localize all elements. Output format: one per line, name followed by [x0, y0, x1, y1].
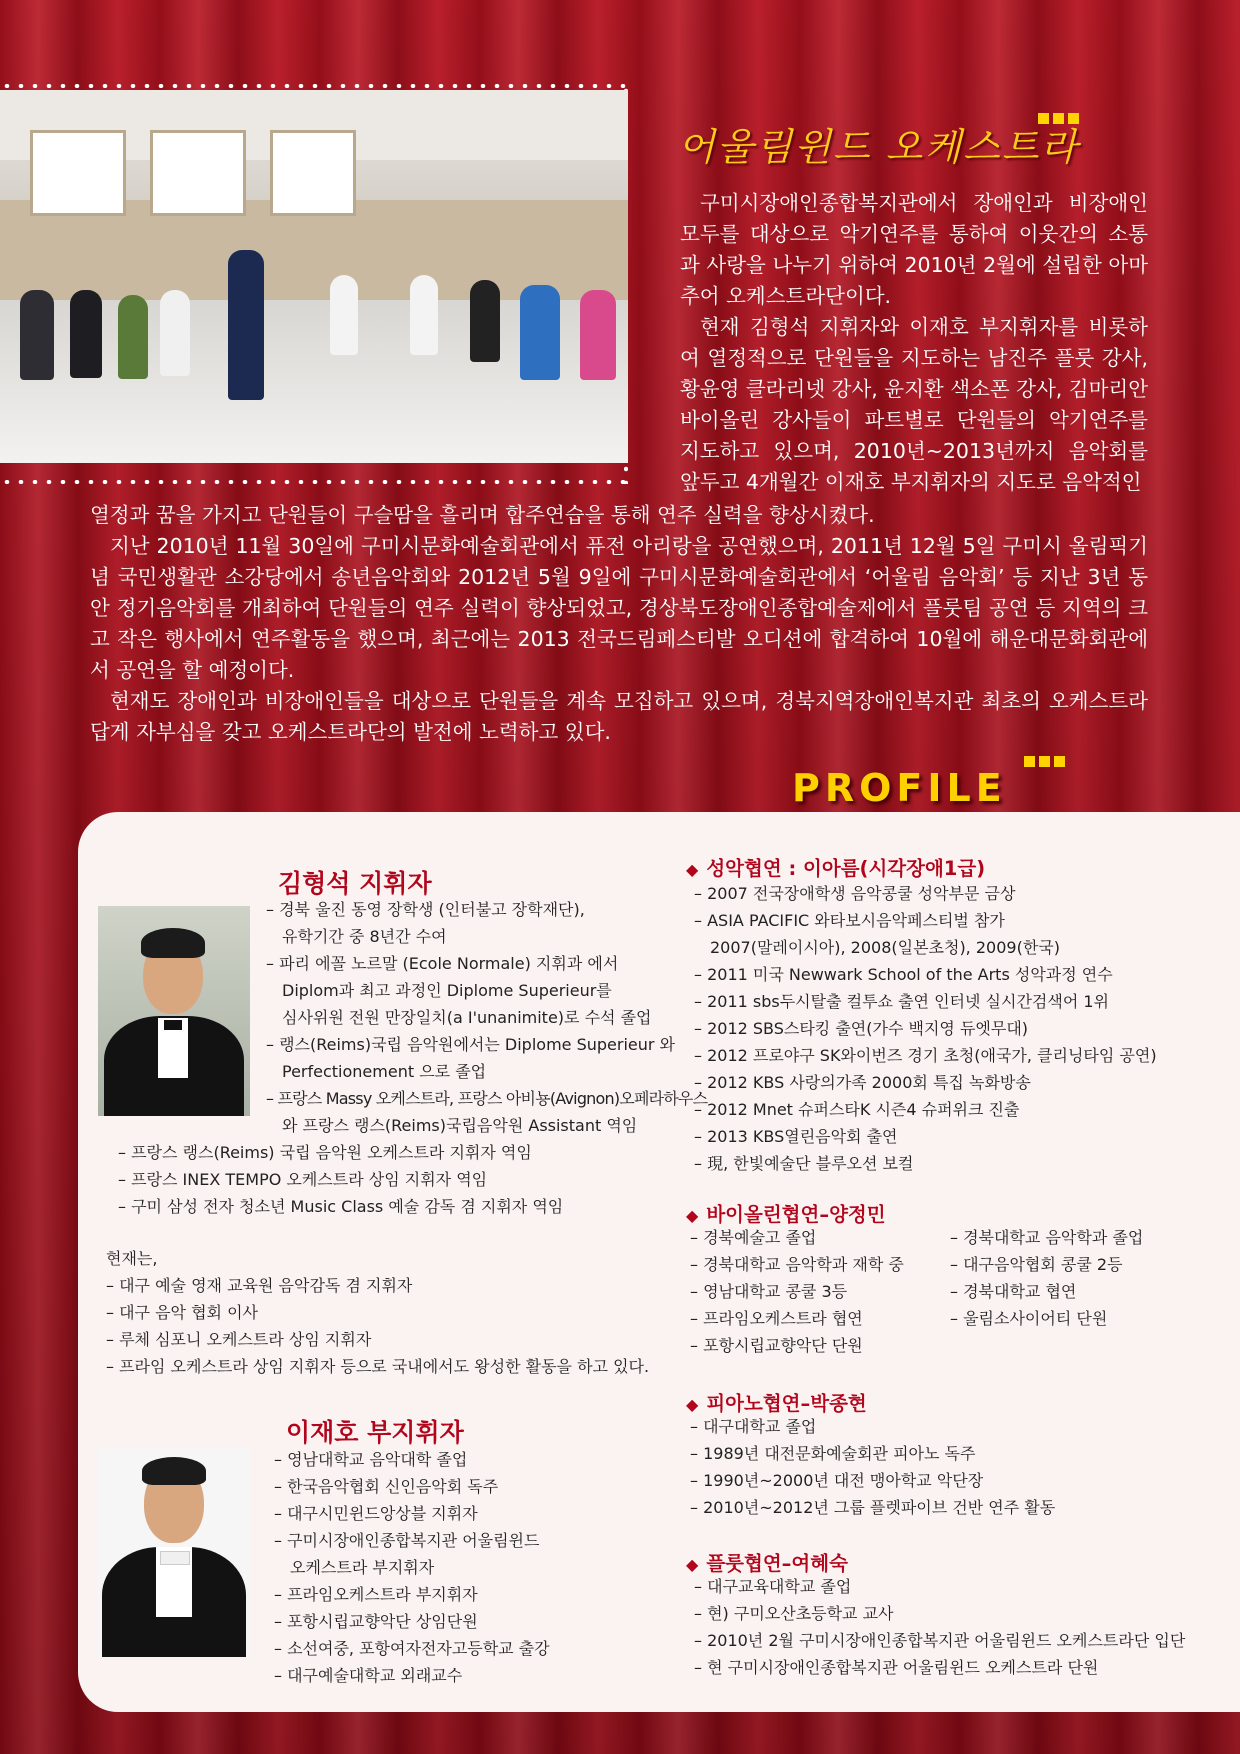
conductor-item: – 구미 삼성 전자 청소년 Music Class 예술 감독 겸 지휘자 역임 — [118, 1197, 564, 1216]
vocal-item: – ASIA PACIFIC 와타보시음악페스티벌 참가 — [694, 911, 1005, 930]
profile-title: PROFILE — [792, 766, 1007, 810]
vice-item: – 프라임오케스트라 부지휘자 — [274, 1585, 478, 1604]
flute-item: – 2010년 2월 구미시장애인종합복지관 어울림윈드 오케스트라단 입단 — [694, 1631, 1186, 1650]
vice-item: – 대구시민윈드앙상블 지휘자 — [274, 1504, 478, 1523]
vice-item: – 포항시립교향악단 상임단원 — [274, 1612, 478, 1631]
vocal-item: – 2011 sbs두시탈출 컬투쇼 출연 인터넷 실시간검색어 1위 — [694, 992, 1109, 1011]
vice-item: – 대구예술대학교 외래교수 — [274, 1666, 463, 1685]
flute-item: – 현) 구미오산초등학교 교사 — [694, 1604, 894, 1623]
vocal-item: – 2011 미국 Newwark School of the Arts 성악과정 연수 — [694, 965, 1113, 984]
rehearsal-photo — [0, 90, 628, 463]
rehearsal-photo-frame — [0, 84, 632, 484]
vice-conductor-history — [274, 1446, 550, 1689]
vice-item: – 영남대학교 음악대학 졸업 — [274, 1450, 468, 1469]
deco-square — [1053, 113, 1064, 124]
conductor-item: – 프랑스 INEX TEMPO 오케스트라 상임 지휘자 역임 — [118, 1170, 488, 1189]
orchestra-title: 어울림윈드 오케스트라 — [678, 125, 1080, 169]
piano-section-title — [686, 1388, 867, 1416]
conductor-item: 유학기간 중 8년간 수여 — [282, 927, 447, 946]
conductor-item: – 경북 울진 동영 장학생 (인터불고 장학재단), — [266, 900, 585, 919]
vocal-item: – 2013 KBS열린음악회 출연 — [694, 1127, 898, 1146]
vice-item: – 구미시장애인종합복지관 어울림윈드 — [274, 1531, 540, 1550]
conductor-item: – 프랑스 Massy 오케스트라, 프랑스 아비뇽(Avignon)오페라하우스 — [266, 1089, 708, 1108]
conductor-item: – 프랑스 랭스(Reims) 국립 음악원 오케스트라 지휘자 역임 — [118, 1143, 532, 1162]
diamond-icon: ◆ — [686, 1206, 699, 1225]
violin-item: – 대구음악협회 콩쿨 2등 — [950, 1255, 1123, 1274]
vocal-item: – 2012 SBS스타킹 출연(가수 백지영 듀엣무대) — [694, 1019, 1029, 1038]
current-item: – 대구 음악 협회 이사 — [106, 1303, 258, 1322]
piano-item: – 대구대학교 졸업 — [690, 1417, 817, 1436]
vice-item: 오케스트라 부지휘자 — [290, 1558, 435, 1577]
orchestra-intro — [680, 188, 1148, 498]
current-item: – 대구 예술 영재 교육원 음악감독 겸 지휘자 — [106, 1276, 413, 1295]
violin-title-text: 바이올린협연–양정민 — [706, 1203, 886, 1226]
vice-conductor-name: 이재호 부지휘자 — [286, 1418, 464, 1447]
dotted-border-bottom — [0, 480, 632, 484]
diamond-icon: ◆ — [686, 1555, 699, 1574]
body-paragraph: 열정과 꿈을 가지고 단원들이 구슬땀을 흘리며 합주연습을 통해 연주 실력을 향상시켰다. — [90, 503, 875, 527]
violin-item: – 울림소사이어티 단원 — [950, 1309, 1108, 1328]
flute-item: – 현 구미시장애인종합복지관 어울림윈드 오케스트라 단원 — [694, 1658, 1099, 1677]
intro-paragraph: 구미시장애인종합복지관에서 장애인과 비장애인 모두를 대상으로 악기연주를 통하여 이웃간의 소통과 사랑을 나누기 위하여 2010년 2월에 설립한 아마추어 오케스트라단이다. — [680, 191, 1148, 308]
vocal-item: – 現, 한빛예술단 블루오션 보컬 — [694, 1154, 914, 1173]
vocal-title-text: 성악협연 : 이아름(시각장애1급) — [706, 857, 986, 880]
orchestra-body — [90, 500, 1148, 748]
vocal-section-title — [686, 853, 985, 881]
piano-history — [690, 1413, 1055, 1521]
violin-item: – 포항시립교향악단 단원 — [690, 1336, 863, 1355]
vocal-item: – 2012 KBS 사랑의가족 2000회 특집 녹화방송 — [694, 1073, 1031, 1092]
violin-item: – 경북대학교 협연 — [950, 1282, 1077, 1301]
vocal-item: – 2012 Mnet 슈퍼스타K 시즌4 슈퍼위크 진출 — [694, 1100, 1020, 1119]
vocal-item: 2007(말레이시아), 2008(일본초청), 2009(한국) — [710, 938, 1060, 957]
conductor-portrait — [98, 906, 250, 1116]
conductor-item: 심사위원 전원 만장일치(a I'unanimite)로 수석 졸업 — [282, 1008, 652, 1027]
vice-item: – 한국음악협회 신인음악회 독주 — [274, 1477, 499, 1496]
piano-item: – 2010년~2012년 그룹 플렛파이브 건반 연주 활동 — [690, 1498, 1056, 1517]
conductor-item: – 랭스(Reims)국립 음악원에서는 Diplome Superieur 와 — [266, 1035, 676, 1054]
piano-title-text: 피아노협연–박종현 — [706, 1392, 867, 1415]
diamond-icon: ◆ — [686, 1395, 699, 1414]
vocal-history — [694, 880, 1157, 1177]
piano-item: – 1990년~2000년 대전 맹아학교 악단장 — [690, 1471, 984, 1490]
body-paragraph: 지난 2010년 11월 30일에 구미시문화예술회관에서 퓨전 아리랑을 공연했으며, 2011년 12월 5일 구미시 올림픽기념 국민생활관 소강당에서 송년음악회와 2012년 5월 9일에 구미시문화예술회관에서 ‘어울림 음악회’ 등 지난 3년 동안 정기음악회를 개최하여 단원들의 연주 실력이 향상되었고, 경상북도장애인종합예술제에서 플룻팀 공연 등 지역의 크고 작은 행사에서 연주활동을 했으며, 최근에는 2013 전국드림페스티발 오디션에 합격하여 10월에 해운대문화회관에서 공연을 할 예정이다. — [90, 534, 1148, 682]
conductor-item: 와 프랑스 랭스(Reims)국립음악원 Assistant 역임 — [282, 1116, 638, 1135]
intro-paragraph: 현재 김형석 지휘자와 이재호 부지휘자를 비롯하여 열정적으로 단원들을 지도하는 남진주 플룻 강사, 황윤영 클라리넷 강사, 윤지환 색소폰 강사, 김마리안 바이올린 강사들이 파트별로 단원들의 악기연주를 지도하고 있으며, 2010년~2013년까지 음악회를 앞두고 4개월간 이재호 부지휘자의 지도로 음악적인 — [680, 315, 1148, 494]
violin-item: – 영남대학교 콩쿨 3등 — [690, 1282, 848, 1301]
flute-section-title — [686, 1548, 848, 1576]
deco-square — [1039, 756, 1050, 767]
vocal-item: – 2012 프로야구 SK와이번즈 경기 초청(애국가, 클리닝타임 공연) — [694, 1046, 1157, 1065]
violin-history-right — [950, 1224, 1143, 1332]
conductor-name: 김형석 지휘자 — [278, 869, 432, 898]
violin-history-left — [690, 1224, 904, 1359]
flute-history — [694, 1573, 1185, 1681]
violin-item: – 경북대학교 음악학과 졸업 — [950, 1228, 1144, 1247]
diamond-icon: ◆ — [686, 860, 699, 879]
deco-square — [1068, 113, 1079, 124]
violin-item: – 경북대학교 음악학과 재학 중 — [690, 1255, 904, 1274]
deco-square — [1054, 756, 1065, 767]
flute-item: – 대구교육대학교 졸업 — [694, 1577, 852, 1596]
flute-title-text: 플룻협연–여혜숙 — [706, 1552, 848, 1575]
body-paragraph: 현재도 장애인과 비장애인들을 대상으로 단원들을 계속 모집하고 있으며, 경북지역장애인복지관 최초의 오케스트라답게 자부심을 갖고 오케스트라단의 발전에 노력하고 있다. — [90, 689, 1148, 744]
current-item: – 프라임 오케스트라 상임 지휘자 등으로 국내에서도 왕성한 활동을 하고 있다. — [106, 1357, 650, 1376]
conductor-current — [106, 1245, 649, 1380]
vice-item: – 소선여중, 포항여자전자고등학교 출강 — [274, 1639, 550, 1658]
violin-section-title — [686, 1199, 886, 1227]
current-item: – 루체 심포니 오케스트라 상임 지휘자 — [106, 1330, 372, 1349]
current-label: 현재는, — [106, 1249, 158, 1268]
deco-square — [1024, 756, 1035, 767]
violin-item: – 프라임오케스트라 협연 — [690, 1309, 863, 1328]
vice-conductor-portrait — [98, 1447, 250, 1657]
deco-square — [1038, 113, 1049, 124]
dotted-border-top — [0, 84, 632, 88]
conductor-history-2 — [118, 1139, 563, 1220]
vocal-item: – 2007 전국장애학생 음악콩쿨 성악부문 금상 — [694, 884, 1016, 903]
conductor-history — [266, 896, 707, 1139]
conductor-item: – 파리 에꼴 노르말 (Ecole Normale) 지휘과 에서 — [266, 954, 619, 973]
conductor-item: Perfectionement 으로 졸업 — [282, 1062, 487, 1081]
violin-item: – 경북예술고 졸업 — [690, 1228, 817, 1247]
piano-item: – 1989년 대전문화예술회관 피아노 독주 — [690, 1444, 976, 1463]
conductor-item: Diplom과 최고 과정인 Diplome Superieur를 — [282, 981, 612, 1000]
